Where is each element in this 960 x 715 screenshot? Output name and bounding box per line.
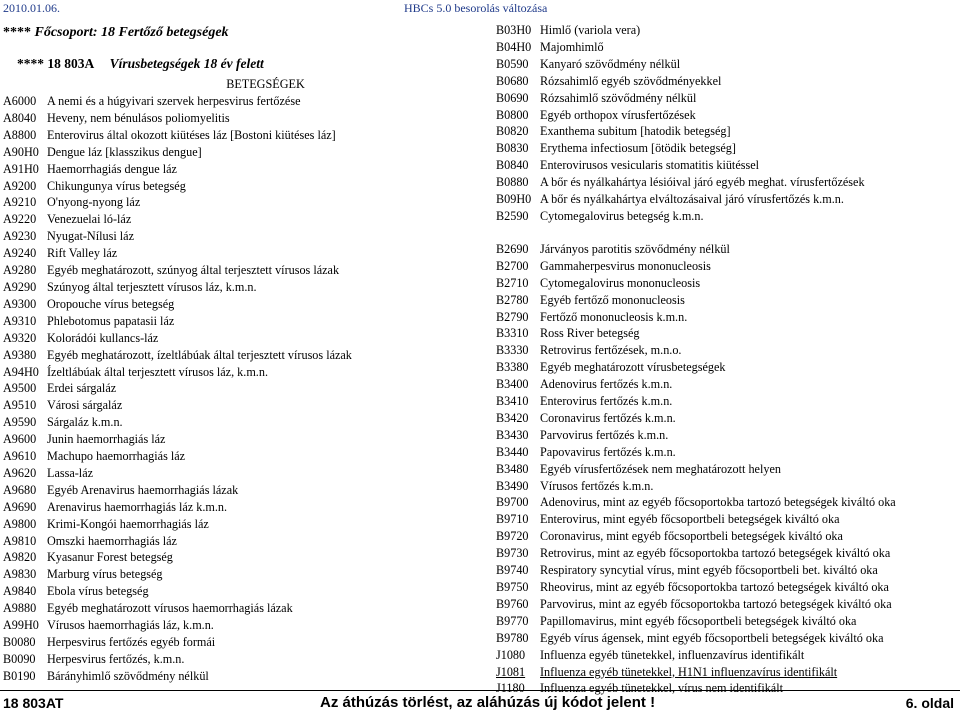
diagnosis-description: Oropouche vírus betegség xyxy=(47,296,175,311)
code-row xyxy=(496,157,958,174)
diagnosis-code: A9820 xyxy=(3,550,37,565)
code-row xyxy=(3,549,478,566)
code-row xyxy=(3,414,478,431)
diagnosis-code: A9200 xyxy=(3,178,37,193)
right-code-list-b xyxy=(496,241,958,697)
diagnosis-code: A8800 xyxy=(3,127,37,142)
code-row xyxy=(3,178,478,195)
code-row xyxy=(3,279,478,296)
list-gap xyxy=(496,225,958,241)
footer-page-number: 6. oldal xyxy=(905,695,954,711)
code-row xyxy=(496,461,958,478)
code-row xyxy=(3,347,478,364)
diagnosis-description: Phlebotomus papatasii láz xyxy=(47,313,175,328)
code-row xyxy=(496,596,958,613)
diagnosis-description: Haemorrhagiás dengue láz xyxy=(47,161,177,176)
diagnosis-description: Krimi-Kongói haemorrhagiás láz xyxy=(47,516,209,531)
subgroup-code: 18 803A xyxy=(47,56,95,71)
code-row xyxy=(496,342,958,359)
page-header xyxy=(0,0,960,16)
diagnosis-description: Egyéb Arenavirus haemorrhagiás lázak xyxy=(47,482,239,497)
code-row xyxy=(3,127,478,144)
code-row xyxy=(3,228,478,245)
code-row xyxy=(496,258,958,275)
diagnosis-code: B0690 xyxy=(496,90,529,105)
diagnosis-code: A9510 xyxy=(3,398,37,413)
code-row xyxy=(3,482,478,499)
code-row xyxy=(3,161,478,178)
diagnosis-code: A9290 xyxy=(3,279,37,294)
diagnosis-code: B9730 xyxy=(496,546,529,561)
diagnosis-description: Enterovirus által okozott kiütéses láz [Bostoni kiütéses láz] xyxy=(47,127,336,142)
diagnosis-description: Enterovirus fertőzés k.m.n. xyxy=(540,394,673,409)
diagnosis-code: A6000 xyxy=(3,94,37,108)
right-column xyxy=(496,22,958,697)
diagnosis-code: A9880 xyxy=(3,601,37,616)
code-row xyxy=(3,583,478,600)
code-row xyxy=(3,465,478,482)
diagnosis-description: Venezuelai ló-láz xyxy=(47,212,132,227)
code-row xyxy=(3,245,478,262)
code-row xyxy=(496,494,958,511)
diagnosis-code: B2780 xyxy=(496,292,529,307)
footer-note: Az áthúzás törlést, az aláhúzás új kódot jelent ! xyxy=(320,694,656,711)
diagnosis-description: Erdei sárgaláz xyxy=(47,381,117,396)
code-row xyxy=(496,241,958,258)
code-row xyxy=(496,630,958,647)
diagnosis-description: Egyéb meghatározott vírusos haemorrhagiás lázak xyxy=(47,601,293,616)
diagnosis-description: Egyéb vírusfertőzések nem meghatározott helyen xyxy=(540,461,781,476)
code-row xyxy=(3,262,478,279)
diagnosis-description: Cytomegalovirus betegség k.m.n. xyxy=(540,208,704,223)
group-title-text: Főcsoport: 18 Fertőző betegségek xyxy=(34,25,229,40)
code-row xyxy=(3,93,478,110)
diagnosis-code: B0080 xyxy=(3,635,36,649)
diagnosis-description: Egyéb meghatározott, ízeltlábúak által terjesztett vírusos lázak xyxy=(47,347,352,362)
diagnosis-description: Nyugat-Nílusi láz xyxy=(47,229,134,244)
diagnosis-description: Coronavirus fertőzés k.m.n. xyxy=(540,410,676,425)
code-row xyxy=(496,664,958,681)
diagnosis-code: A90H0 xyxy=(3,144,39,159)
code-row xyxy=(496,292,958,309)
diagnosis-description: Vírusos haemorrhagiás láz, k.m.n. xyxy=(47,618,214,633)
code-row xyxy=(496,478,958,495)
code-row xyxy=(3,313,478,330)
diagnosis-description: Egyéb vírus ágensek, mint egyéb főcsoportbeli betegségek kiváltó oka xyxy=(540,630,884,645)
diagnosis-code: B9760 xyxy=(496,596,529,611)
diagnosis-code: B3430 xyxy=(496,427,529,442)
code-row xyxy=(496,579,958,596)
diagnosis-code: B9740 xyxy=(496,563,529,578)
diagnosis-code: A9590 xyxy=(3,415,37,430)
diagnosis-description: Kolorádói kullancs-láz xyxy=(47,330,159,345)
diagnosis-code: B9720 xyxy=(496,529,529,544)
code-row xyxy=(3,651,478,668)
code-row xyxy=(496,191,958,208)
diagnosis-code: A9600 xyxy=(3,432,37,447)
code-row xyxy=(3,110,478,127)
code-row xyxy=(496,359,958,376)
diagnosis-description: Majomhimlő xyxy=(540,39,604,54)
diagnosis-code: J1080 xyxy=(496,647,526,662)
diagnosis-code: A9220 xyxy=(3,212,37,227)
code-row xyxy=(496,275,958,292)
group-title xyxy=(3,22,478,44)
left-column xyxy=(3,22,478,685)
diagnosis-description: Enterovirus, mint egyéb főcsoportbeli betegségek kiváltó oka xyxy=(540,512,840,527)
diagnosis-code: B2690 xyxy=(496,241,529,256)
code-row xyxy=(496,90,958,107)
diagnosis-code: A9690 xyxy=(3,499,37,514)
diagnosis-description: Marburg vírus betegség xyxy=(47,567,163,582)
section-title: BETEGSÉGEK xyxy=(226,77,305,91)
diagnosis-description: Coronavirus, mint egyéb főcsoportbeli betegségek kiváltó oka xyxy=(540,529,843,544)
diagnosis-code: A9380 xyxy=(3,347,37,362)
diagnosis-description: Adenovirus, mint az egyéb főcsoportokba tartozó betegségek kiváltó oka xyxy=(540,495,896,510)
diagnosis-description: Városi sárgaláz xyxy=(47,398,123,413)
diagnosis-description: Erythema infectiosum [ötödik betegség] xyxy=(540,141,736,156)
code-row xyxy=(3,499,478,516)
code-row xyxy=(3,634,478,651)
diagnosis-code: B0830 xyxy=(496,141,529,156)
diagnosis-description: Arenavirus haemorrhagiás láz k.m.n. xyxy=(47,499,228,514)
diagnosis-code: A94H0 xyxy=(3,364,39,379)
diagnosis-code: B9750 xyxy=(496,580,529,594)
diagnosis-code: B2790 xyxy=(496,309,529,324)
diagnosis-code: B2700 xyxy=(496,258,529,273)
code-row xyxy=(496,325,958,342)
diagnosis-code: B0800 xyxy=(496,107,529,122)
diagnosis-description: Rózsahimlő szövődmény nélkül xyxy=(540,90,697,105)
footer-code: 18 803AT xyxy=(3,695,64,711)
code-row xyxy=(496,376,958,393)
diagnosis-description: Járványos parotitis szövődmény nélkül xyxy=(540,241,730,256)
diagnosis-description: Omszki haemorrhagiás láz xyxy=(47,533,177,548)
diagnosis-description: Egyéb orthopox vírusfertőzések xyxy=(540,107,696,122)
diagnosis-description: Parvovirus fertőzés k.m.n. xyxy=(540,427,669,442)
diagnosis-description: Heveny, nem bénulásos poliomyelitis xyxy=(47,110,230,125)
code-row xyxy=(496,140,958,157)
diagnosis-code: B3380 xyxy=(496,360,529,375)
diagnosis-code: B9700 xyxy=(496,495,529,510)
diagnosis-description: Egyéb meghatározott vírusbetegségek xyxy=(540,360,726,375)
diagnosis-code: A9310 xyxy=(3,313,37,328)
diagnosis-description: Herpesvirus fertőzés, k.m.n. xyxy=(47,651,185,666)
diagnosis-description: Fertőző mononucleosis k.m.n. xyxy=(540,309,688,324)
diagnosis-description: Egyéb meghatározott, szúnyog által terjesztett vírusos lázak xyxy=(47,263,340,278)
diagnosis-code: A9810 xyxy=(3,533,37,548)
code-row xyxy=(496,444,958,461)
diagnosis-description: Rózsahimlő egyéb szövődményekkel xyxy=(540,73,722,88)
diagnosis-description: Kanyaró szövődmény nélkül xyxy=(540,56,681,71)
diagnosis-code: A9230 xyxy=(3,229,37,244)
code-row xyxy=(496,123,958,140)
diagnosis-code: A9210 xyxy=(3,195,37,210)
diagnosis-code: B9780 xyxy=(496,630,529,645)
code-row xyxy=(3,330,478,347)
code-row xyxy=(3,668,478,685)
diagnosis-description: Parvovirus, mint az egyéb főcsoportokba tartozó betegségek kiváltó oka xyxy=(540,596,892,611)
diagnosis-code: J1180 xyxy=(496,681,525,696)
subgroup-stars: **** xyxy=(17,56,44,71)
diagnosis-code: B04H0 xyxy=(496,39,532,54)
diagnosis-code: A99H0 xyxy=(3,618,39,633)
right-code-list-a xyxy=(496,22,958,225)
diagnosis-description: Retrovirus, mint az egyéb főcsoportokba tartozó betegségek kiváltó oka xyxy=(540,546,891,561)
diagnosis-code: B3310 xyxy=(496,326,529,341)
code-row xyxy=(496,56,958,73)
code-row xyxy=(496,393,958,410)
code-row xyxy=(3,296,478,313)
code-row xyxy=(496,39,958,56)
diagnosis-description: Himlő (variola vera) xyxy=(540,23,641,37)
diagnosis-description: Gammaherpesvirus mononucleosis xyxy=(540,258,711,273)
diagnosis-code: B0820 xyxy=(496,124,529,139)
diagnosis-description: Chikungunya vírus betegség xyxy=(47,178,186,193)
diagnosis-description: Junin haemorrhagiás láz xyxy=(47,432,166,447)
code-row xyxy=(3,397,478,414)
code-row xyxy=(3,533,478,550)
diagnosis-code: B3480 xyxy=(496,461,529,476)
diagnosis-description: Papillomavirus, mint egyéb főcsoportbeli betegségek kiváltó oka xyxy=(540,613,857,628)
diagnosis-code: B0090 xyxy=(3,651,36,666)
diagnosis-code: B3490 xyxy=(496,478,529,493)
diagnosis-description: Bárányhimlő szövődmény nélkül xyxy=(47,668,209,683)
group-stars: **** xyxy=(3,25,31,40)
diagnosis-code: B3420 xyxy=(496,410,529,425)
code-row xyxy=(3,516,478,533)
diagnosis-code: A9280 xyxy=(3,263,37,278)
subgroup-title xyxy=(3,53,478,75)
diagnosis-description: Ízeltlábúak által terjesztett vírusos láz, k.m.n. xyxy=(47,364,268,379)
diagnosis-description: Adenovirus fertőzés k.m.n. xyxy=(540,377,673,392)
code-row xyxy=(496,562,958,579)
code-row xyxy=(3,431,478,448)
code-row xyxy=(496,73,958,90)
diagnosis-code: A9840 xyxy=(3,584,37,599)
code-row xyxy=(3,566,478,583)
diagnosis-code: B03H0 xyxy=(496,23,532,37)
diagnosis-description: Szúnyog által terjesztett vírusos láz, k.m.n. xyxy=(47,279,257,294)
diagnosis-description: O'nyong-nyong láz xyxy=(47,195,141,210)
diagnosis-code: A9500 xyxy=(3,381,37,396)
diagnosis-description: Machupo haemorrhagiás láz xyxy=(47,449,186,464)
diagnosis-description: Influenza egyéb tünetekkel, vírus nem identifikált xyxy=(540,681,783,696)
diagnosis-description: Cytomegalovirus mononucleosis xyxy=(540,275,701,290)
diagnosis-code: A9620 xyxy=(3,465,37,480)
diagnosis-description: A bőr és nyálkahártya lésióival járó egyéb meghat. vírusfertőzések xyxy=(540,175,865,190)
diagnosis-description: Kyasanur Forest betegség xyxy=(47,550,173,565)
diagnosis-code: J1081 xyxy=(496,664,526,679)
header-date: 2010.01.06. xyxy=(3,1,60,15)
code-row xyxy=(496,511,958,528)
diagnosis-code: A9320 xyxy=(3,330,37,345)
diagnosis-description: A nemi és a húgyivari szervek herpesvirus fertőzése xyxy=(47,94,301,108)
diagnosis-code: B9770 xyxy=(496,613,529,628)
diagnosis-code: B2590 xyxy=(496,208,529,223)
diagnosis-description: Dengue láz [klasszikus dengue] xyxy=(47,144,202,159)
code-row xyxy=(3,194,478,211)
diagnosis-description: Influenza egyéb tünetekkel, influenzavírus identifikált xyxy=(540,647,805,662)
code-row xyxy=(496,427,958,444)
diagnosis-description: Vírusos fertőzés k.m.n. xyxy=(540,478,654,493)
diagnosis-code: B3400 xyxy=(496,377,529,392)
diagnosis-description: Herpesvirus fertőzés egyéb formái xyxy=(47,635,216,649)
diagnosis-description: Egyéb fertőző mononucleosis xyxy=(540,292,685,307)
diagnosis-code: A9610 xyxy=(3,449,37,464)
code-row xyxy=(3,600,478,617)
diagnosis-code: B9710 xyxy=(496,512,529,527)
page-footer xyxy=(0,690,960,715)
diagnosis-code: B0590 xyxy=(496,56,529,71)
diagnosis-code: A8040 xyxy=(3,110,37,125)
code-row xyxy=(3,364,478,381)
diagnosis-code: A9800 xyxy=(3,516,37,531)
diagnosis-description: Enterovirusos vesicularis stomatitis kiütéssel xyxy=(540,158,760,173)
code-row xyxy=(3,380,478,397)
code-row xyxy=(496,174,958,191)
code-row xyxy=(496,208,958,225)
code-row xyxy=(496,528,958,545)
left-code-list xyxy=(3,93,478,685)
diagnosis-code: B3410 xyxy=(496,394,529,409)
diagnosis-description: Respiratory syncytial vírus, mint egyéb főcsoportbeli bet. kiváltó oka xyxy=(540,563,878,578)
diagnosis-description: Retrovirus fertőzések, m.n.o. xyxy=(540,343,682,358)
code-row xyxy=(496,410,958,427)
diagnosis-description: Papovavirus fertőzés k.m.n. xyxy=(540,444,676,459)
diagnosis-description: Exanthema subitum [hatodik betegség] xyxy=(540,124,731,139)
code-row xyxy=(496,613,958,630)
code-row xyxy=(496,545,958,562)
diagnosis-code: B3330 xyxy=(496,343,529,358)
code-row xyxy=(3,617,478,634)
diagnosis-code: B0840 xyxy=(496,158,529,173)
diagnosis-code: B2710 xyxy=(496,275,529,290)
diagnosis-code: B0190 xyxy=(3,668,36,683)
diagnosis-code: A9300 xyxy=(3,296,37,311)
subgroup-title-text: Vírusbetegségek 18 év felett xyxy=(109,56,264,71)
diagnosis-code: A9830 xyxy=(3,567,37,582)
code-row xyxy=(3,448,478,465)
diagnosis-code: A9240 xyxy=(3,246,37,261)
diagnosis-description: Influenza egyéb tünetekkel, H1N1 influenzavírus identifikált xyxy=(540,664,838,679)
code-row xyxy=(3,144,478,161)
diagnosis-code: A91H0 xyxy=(3,161,39,176)
code-row xyxy=(3,211,478,228)
code-row xyxy=(496,309,958,326)
diagnosis-code: B09H0 xyxy=(496,192,532,207)
code-row xyxy=(496,107,958,124)
diagnosis-description: A bőr és nyálkahártya elváltozásaival járó vírusfertőzés k.m.n. xyxy=(540,192,844,207)
diagnosis-code: B0680 xyxy=(496,73,529,88)
diagnosis-code: A9680 xyxy=(3,482,37,497)
diagnosis-description: Ross River betegség xyxy=(540,326,640,341)
diagnosis-description: Lassa-láz xyxy=(47,465,94,480)
diagnosis-description: Sárgaláz k.m.n. xyxy=(47,415,123,430)
diagnosis-code: B0880 xyxy=(496,175,529,190)
code-row xyxy=(496,647,958,664)
diagnosis-description: Rheovirus, mint az egyéb főcsoportokba tartozó betegségek kiváltó oka xyxy=(540,580,889,594)
diagnosis-description: Rift Valley láz xyxy=(47,246,118,261)
diagnosis-code: B3440 xyxy=(496,444,529,459)
diagnosis-description: Ebola vírus betegség xyxy=(47,584,149,599)
header-version: HBCs 5.0 besorolás változása xyxy=(404,1,548,15)
code-row xyxy=(496,22,958,39)
